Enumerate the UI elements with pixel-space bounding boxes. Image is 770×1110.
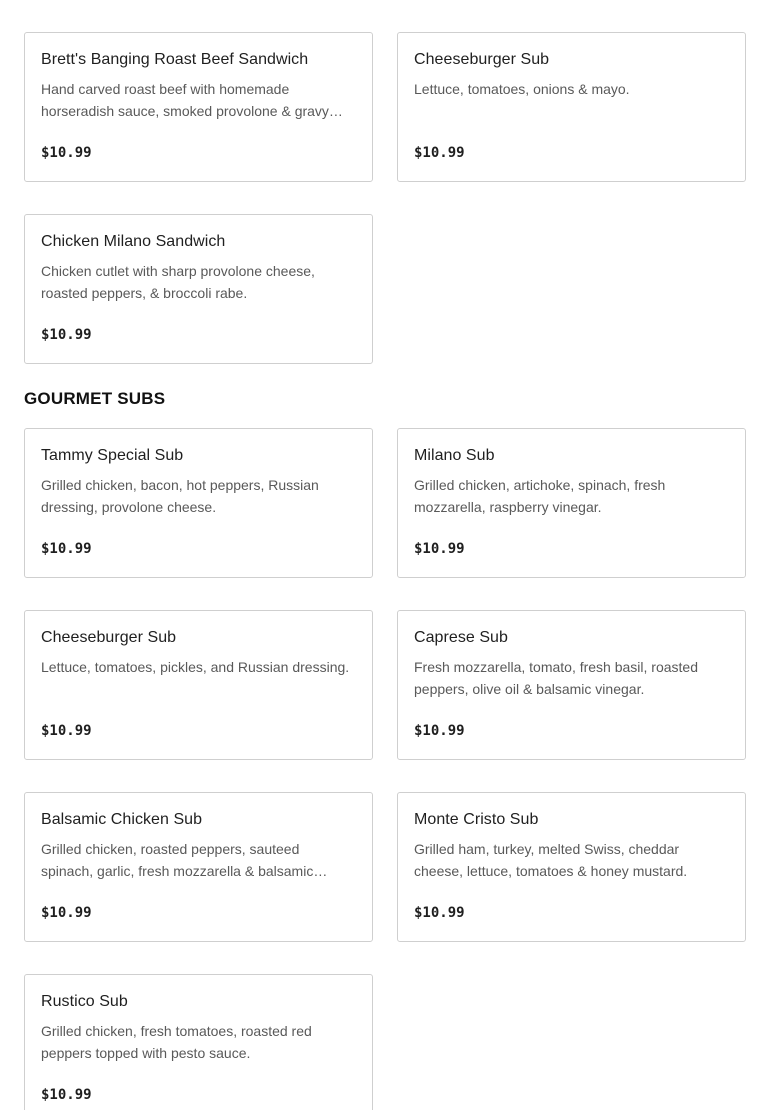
menu-item-card[interactable] — [397, 428, 746, 578]
item-name: Rustico Sub — [41, 993, 128, 1010]
item-description: Grilled chicken, artichoke, spinach, fresh mozzarella, raspberry vinegar. — [414, 477, 666, 515]
item-description: Grilled chicken, fresh tomatoes, roasted red peppers topped with pesto sauce. — [41, 1023, 312, 1061]
menu-item-card[interactable] — [397, 610, 746, 760]
item-name: Balsamic Chicken Sub — [41, 811, 203, 828]
item-description: Grilled chicken, bacon, hot peppers, Russian dressing, provolone cheese. — [41, 477, 319, 515]
menu-item-card[interactable] — [24, 428, 373, 578]
item-price: $10.99 — [41, 1087, 92, 1103]
item-name: Chicken Milano Sandwich — [41, 233, 226, 250]
item-price: $10.99 — [41, 327, 92, 343]
item-name: Cheeseburger Sub — [414, 51, 550, 68]
menu-item-card[interactable] — [24, 792, 373, 942]
item-name: Milano Sub — [414, 447, 495, 464]
item-price: $10.99 — [414, 723, 465, 739]
item-description: Fresh mozzarella, tomato, fresh basil, roasted peppers, olive oil & balsamic vinegar. — [414, 659, 699, 697]
item-description: Grilled ham, turkey, melted Swiss, cheddar cheese, lettuce, tomatoes & honey mustard. — [414, 841, 688, 879]
item-name: Tammy Special Sub — [41, 447, 184, 464]
item-description: Grilled chicken, roasted peppers, sauteed spinach, garlic, fresh mozzarella & balsamic… — [41, 841, 328, 879]
menu-item-card[interactable] — [397, 792, 746, 942]
item-price: $10.99 — [41, 541, 92, 557]
menu-item-card[interactable] — [24, 610, 373, 760]
section-title: GOURMET SUBS — [24, 389, 166, 408]
item-price: $10.99 — [414, 145, 465, 161]
item-description: Chicken cutlet with sharp provolone cheese, roasted peppers, & broccoli rabe. — [41, 263, 315, 301]
item-description: Lettuce, tomatoes, pickles, and Russian dressing. — [41, 659, 350, 675]
item-price: $10.99 — [414, 905, 465, 921]
item-price: $10.99 — [414, 541, 465, 557]
item-description: Lettuce, tomatoes, onions & mayo. — [414, 81, 630, 97]
item-name: Caprese Sub — [414, 629, 508, 646]
item-price: $10.99 — [41, 723, 92, 739]
menu-item-card[interactable] — [24, 32, 373, 182]
item-name: Monte Cristo Sub — [414, 811, 539, 828]
item-price: $10.99 — [41, 145, 92, 161]
menu-item-card[interactable] — [24, 214, 373, 364]
menu-item-card[interactable] — [24, 974, 373, 1110]
item-name: Brett's Banging Roast Beef Sandwich — [41, 51, 309, 68]
item-name: Cheeseburger Sub — [41, 629, 177, 646]
item-description: Hand carved roast beef with homemade horseradish sauce, smoked provolone & gravy… — [41, 81, 343, 119]
item-price: $10.99 — [41, 905, 92, 921]
menu-item-card[interactable] — [397, 32, 746, 182]
